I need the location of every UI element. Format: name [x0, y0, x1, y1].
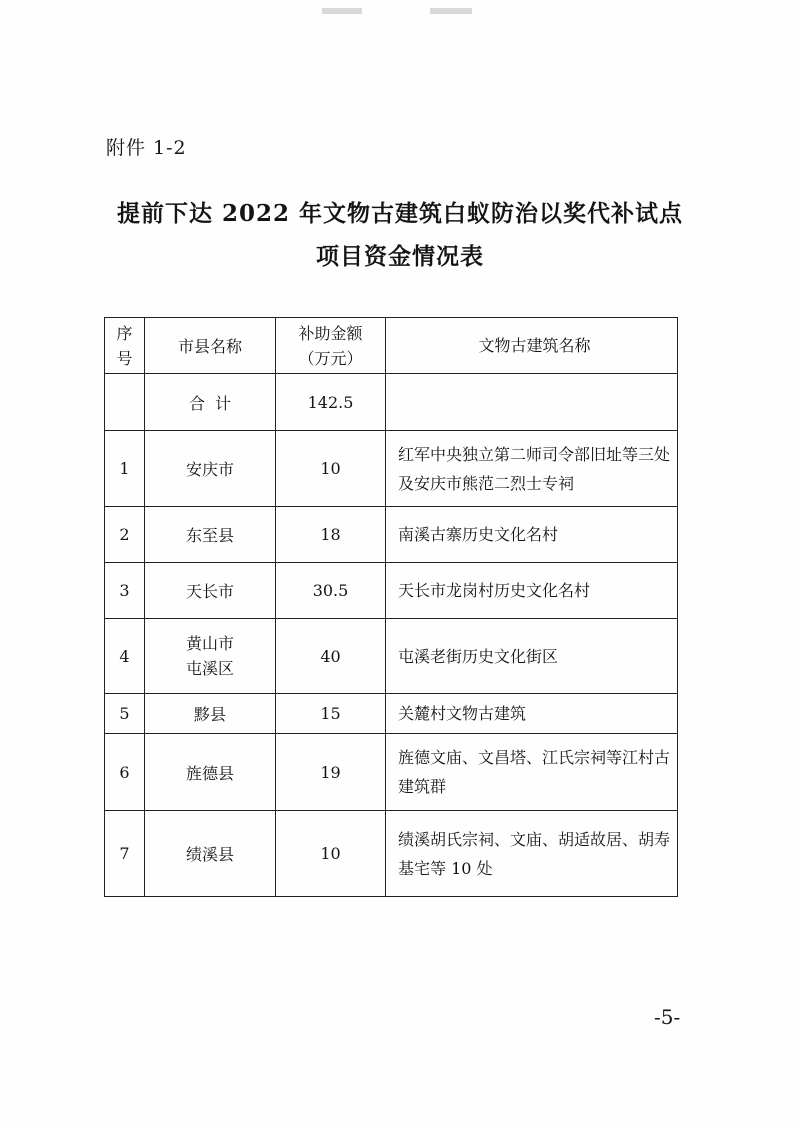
- row-subsidy-amount: 19: [276, 734, 386, 811]
- row-building-name: 屯溪老街历史文化街区: [386, 619, 678, 694]
- funding-table: [104, 317, 678, 897]
- table-row: [105, 619, 678, 694]
- total-building-cell: [386, 374, 678, 431]
- row-city-name: [145, 619, 276, 694]
- row-serial-number: 1: [105, 431, 145, 507]
- row-city-name-line-1: 黄山市: [185, 634, 234, 653]
- header-amount-line-1: 补助金额: [298, 323, 363, 343]
- header-serial-number: [105, 318, 145, 374]
- row-serial-number: 5: [105, 694, 145, 734]
- row-city-name-line-2: 屯溪区: [185, 659, 234, 678]
- row-building-name: 南溪古寨历史文化名村: [386, 507, 678, 563]
- table-row: [105, 507, 678, 563]
- document-title-line-2: 项目资金情况表: [316, 243, 484, 270]
- row-building-name: 旌德文庙、文昌塔、江氏宗祠等江村古建筑群: [386, 734, 678, 811]
- header-amount-line-2: （万元）: [298, 348, 363, 368]
- page-number: -5-: [654, 1005, 681, 1029]
- header-building-name: 文物古建筑名称: [386, 318, 678, 374]
- row-subsidy-amount: 30.5: [276, 563, 386, 619]
- attachment-label: 附件 1-2: [106, 137, 187, 159]
- row-city-name: 安庆市: [145, 431, 276, 507]
- row-city-name: 黟县: [145, 694, 276, 734]
- table-total-row: [105, 374, 678, 431]
- row-subsidy-amount: 10: [276, 811, 386, 897]
- total-label-cell: [145, 374, 276, 431]
- header-serial-line-1: 序: [116, 323, 133, 343]
- header-serial-line-2: 号: [116, 348, 133, 368]
- row-city-name: 旌德县: [145, 734, 276, 811]
- table-row: [105, 694, 678, 734]
- table-row: [105, 431, 678, 507]
- row-building-name: 绩溪胡氏宗祠、文庙、胡适故居、胡寿基宅等 10 处: [386, 811, 678, 897]
- table-row: [105, 563, 678, 619]
- row-serial-number: 2: [105, 507, 145, 563]
- row-city-name: 绩溪县: [145, 811, 276, 897]
- row-subsidy-amount: 15: [276, 694, 386, 734]
- header-subsidy-amount: [276, 318, 386, 374]
- row-building-name: 红军中央独立第二师司令部旧址等三处及安庆市熊范二烈士专祠: [386, 431, 678, 507]
- row-subsidy-amount: 18: [276, 507, 386, 563]
- total-label: 合计: [188, 393, 241, 413]
- row-building-name: 关麓村文物古建筑: [386, 694, 678, 734]
- row-subsidy-amount: 10: [276, 431, 386, 507]
- document-title-line-1: 提前下达 2022 年文物古建筑白蚁防治以奖代补试点: [116, 200, 684, 227]
- row-serial-number: 4: [105, 619, 145, 694]
- scan-artifact-mark: [430, 8, 472, 14]
- row-building-name: 天长市龙岗村历史文化名村: [386, 563, 678, 619]
- table-row: [105, 811, 678, 897]
- row-subsidy-amount: 40: [276, 619, 386, 694]
- row-city-name: 天长市: [145, 563, 276, 619]
- total-amount-cell: 142.5: [276, 374, 386, 431]
- table-row: [105, 734, 678, 811]
- table-header-row: [105, 318, 678, 374]
- total-serial-cell: [105, 374, 145, 431]
- row-serial-number: 6: [105, 734, 145, 811]
- row-serial-number: 3: [105, 563, 145, 619]
- scan-artifact-mark: [322, 8, 362, 14]
- header-city-name: 市县名称: [145, 318, 276, 374]
- row-serial-number: 7: [105, 811, 145, 897]
- row-city-name: 东至县: [145, 507, 276, 563]
